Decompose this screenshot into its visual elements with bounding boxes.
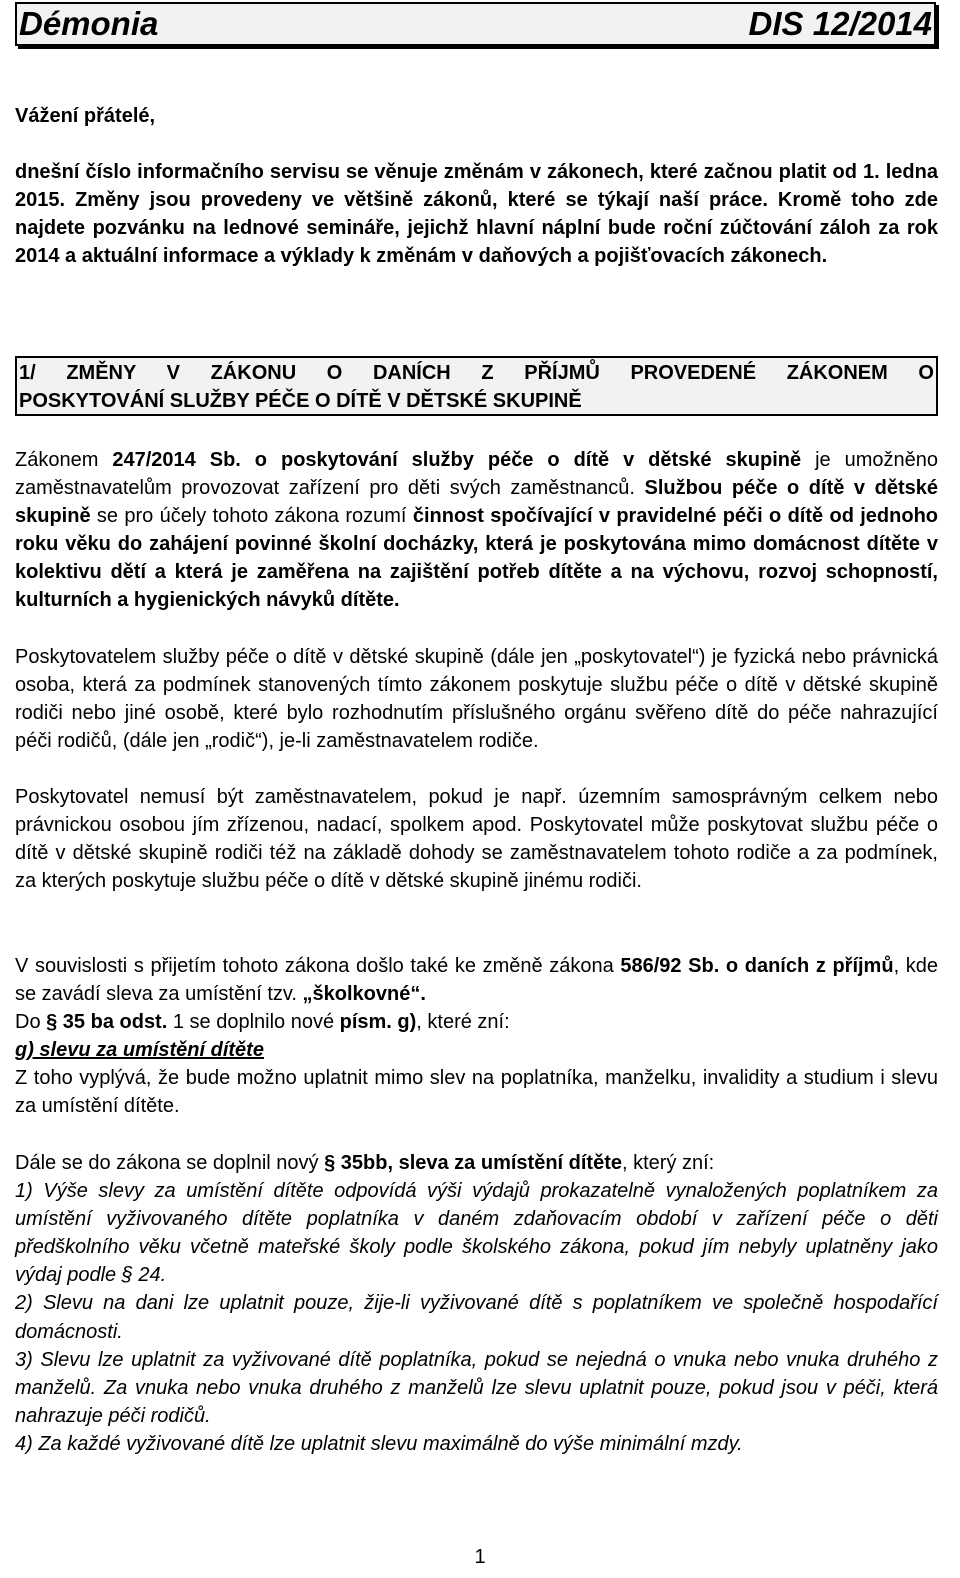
law-reference: 247/2014 Sb. o poskytování služby péče o dítě v dětské skupině bbox=[112, 449, 802, 471]
text-run: se pro účely tohoto zákona rozumí bbox=[90, 505, 413, 528]
text-run: Dále se do zákona se doplnil nový bbox=[15, 1152, 325, 1174]
text-run: , který zní: bbox=[621, 1152, 715, 1174]
section-paragraph-4 bbox=[15, 952, 938, 1121]
section-paragraph-5 bbox=[15, 1149, 938, 1458]
section-heading-line2: POSKYTOVÁNÍ SLUŽBY PÉČE O DÍTĚ V DĚTSKÉ SKUPINĚ bbox=[19, 390, 582, 412]
section-paragraph-2: Poskytovatelem služby péče o dítě v dětské skupině (dále jen „poskytovatel“) je fyzická nebo právnická osoba, která za podmínek stanovených tímto zákonem poskytuje službu péče o dítě v dětské skupině rodiči nebo jiné osobě, které bylo rozhodnutím příslušného orgánu svěřeno dítě do péče nahrazující péči rodičů, (dále jen „rodič“), je-li zaměstnavatelem rodiče. bbox=[15, 646, 938, 753]
list-item: 4) Za každé vyživované dítě lze uplatnit slevu maximálně do výše minimální mzdy. bbox=[15, 1432, 743, 1455]
section-paragraph-1 bbox=[15, 446, 938, 615]
law-reference: 586/92 Sb. o daních z příjmů bbox=[620, 955, 894, 977]
text-run: Do bbox=[15, 1011, 47, 1034]
section-paragraph-3: Poskytovatel nemusí být zaměstnavatelem, pokud je např. územním samosprávným celkem nebo právnickou osobou jím zřízenou, nadací, spolkem apod. Poskytovatel může poskytovat službu péče o dítě v dětské skupině rodiči též na základě dohody se zaměstnavatelem tohoto rodiče a za podmínek, za kterých poskytuje službu péče o dítě v dětské skupině jinému rodiči. bbox=[15, 786, 938, 893]
definition-text: činnost spočívající v pravidelné péči o dítě od jednoho roku věku do zahájení povinné školní docházky, která je poskytována mimo domácnost dítěte v kolektivu dětí a která je zaměřena na zajištění potřeb dítěte a na výchovu, rozvoj schopností, kulturních a hygienických návyků dítěte. bbox=[15, 505, 938, 612]
letter-reference: písm. g) bbox=[339, 1011, 417, 1034]
text-run: , kde se zavádí sleva za umístění tzv. bbox=[15, 955, 938, 1006]
greeting: Vážení přátelé, bbox=[15, 105, 156, 127]
header-issue: DIS 12/2014 bbox=[748, 5, 932, 42]
page-number: 1 bbox=[474, 1546, 486, 1568]
intro-paragraph: dnešní číslo informačního servisu se věnuje změnám v zákonech, které začnou platit od 1. ledna 2015. Změny jsou provedeny ve většině zákonů, které se týkají naší práce. Kromě toho zde najdete pozvánku na lednové semináře, jejichž hlavní náplní bude roční zúčtování záloh za rok 2014 a aktuální informace a výklady k změnám v daňových a pojišťovacích zákonech. bbox=[15, 161, 938, 268]
header-title: Démonia bbox=[19, 5, 159, 42]
section-heading-line1: 1/ ZMĚNY V ZÁKONU O DANÍCH Z PŘÍJMŮ PROVEDENÉ ZÁKONEM O bbox=[19, 362, 934, 384]
list-item: 3) Slevu lze uplatnit za vyživované dítě poplatníka, pokud se nejedná o vnuka nebo vnuka druhého z manželů. Za vnuka nebo vnuka druhého z manželů lze slevu uplatnit pouze, pokud jsou v péči, která nahrazuje péči rodičů. bbox=[15, 1348, 938, 1427]
text-run: Zákonem bbox=[15, 449, 113, 471]
paragraph-reference: § 35 ba odst. bbox=[46, 1011, 168, 1034]
text-run: je umožněno zaměstnavatelům provozovat zařízení pro děti svých zaměstnanců. bbox=[15, 449, 939, 500]
text-run: Z toho vyplývá, že bude možno uplatnit mimo slev na poplatníka, manželku, invalidity a studium i slevu za umístění dítěte. bbox=[15, 1067, 938, 1118]
term-skolkovne: „školkovné“. bbox=[302, 983, 426, 1006]
section-heading bbox=[15, 356, 938, 416]
text-run: 1 se doplnilo nové bbox=[167, 1011, 340, 1034]
document-header bbox=[15, 2, 936, 46]
paragraph-reference: § 35bb, sleva za umístění dítěte bbox=[324, 1152, 622, 1174]
defined-term: Službou péče o dítě v dětské skupině bbox=[15, 477, 938, 528]
text-run: V souvislosti s přijetím tohoto zákona došlo také ke změně zákona bbox=[15, 955, 621, 977]
list-item: 1) Výše slevy za umístění dítěte odpovídá výši výdajů prokazatelně vynaložených poplatníkem za umístění vyživovaného dítěte poplatníka v daném zdaňovacím období v zařízení péče o děti předškolního věku včetně mateřské školy podle školského zákona, pokud jím nebyly uplatněny jako výdaj podle § 24. bbox=[15, 1180, 938, 1287]
list-item: 2) Slevu na dani lze uplatnit pouze, žije-li vyživované dítě s poplatníkem ve společně hospodařící domácnosti. bbox=[15, 1292, 938, 1343]
text-run: , které zní: bbox=[416, 1011, 510, 1034]
new-provision: g) slevu za umístění dítěte bbox=[15, 1039, 264, 1062]
